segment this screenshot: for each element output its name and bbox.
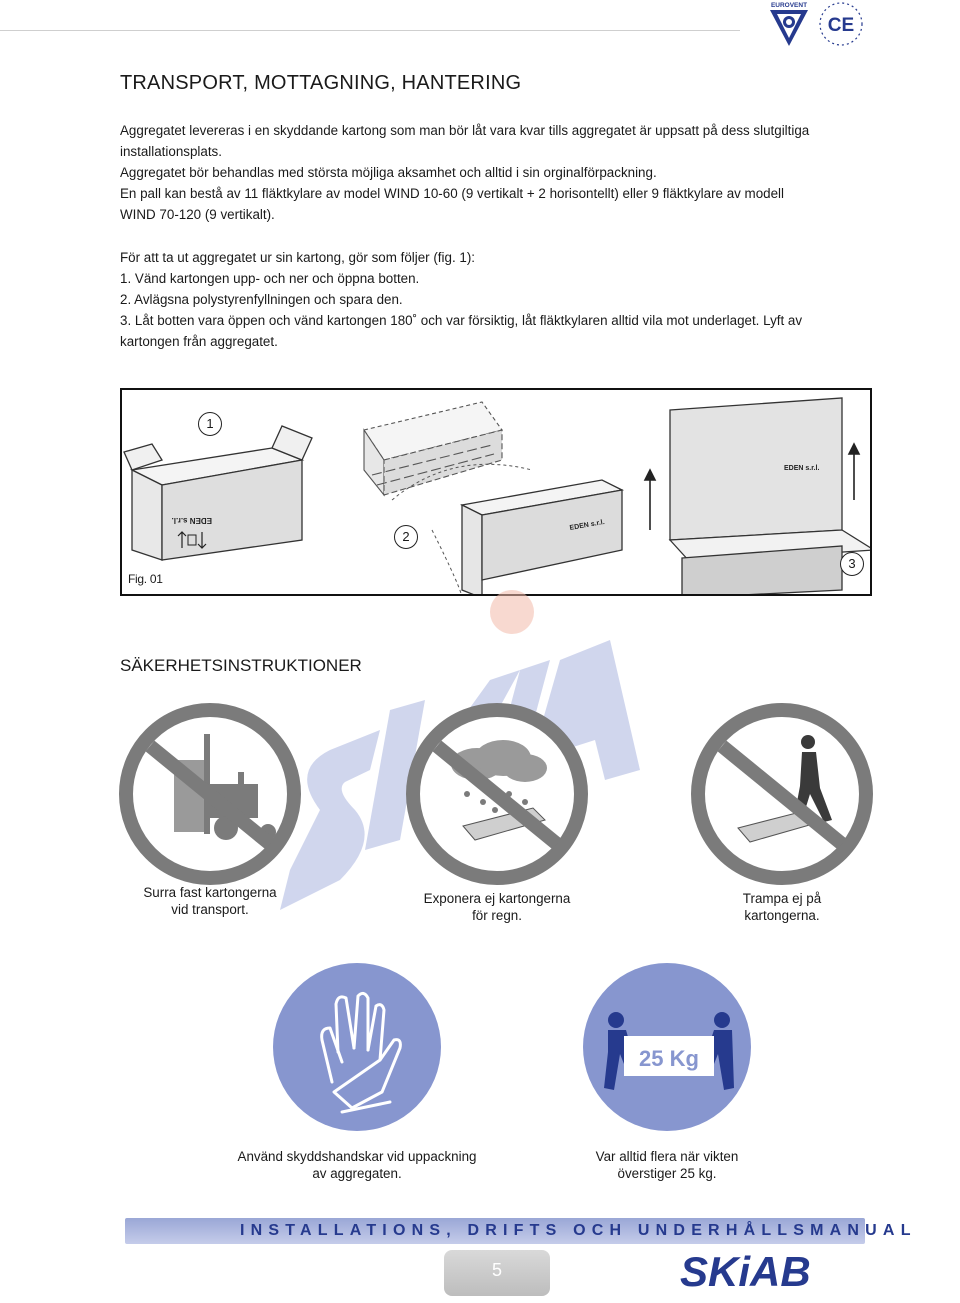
sign-2-caption-line-1: Exponera ej kartongerna	[423, 891, 571, 906]
unpacking-figure	[120, 388, 872, 596]
step-2-circle: 2	[394, 525, 418, 549]
open-box-illustration	[124, 426, 312, 560]
gloves-mandatory-sign-icon	[272, 962, 442, 1132]
sign-4-caption	[212, 1148, 502, 1182]
certification-logos	[765, 0, 875, 52]
step-3-circle: 3	[840, 552, 864, 576]
steps-intro: För att ta ut aggregatet ur sin kartong, gör som följer (fig. 1):	[120, 250, 476, 265]
step-1-circle: 1	[198, 412, 222, 436]
weight-label: 25 Kg	[639, 1046, 699, 1071]
sign-5-caption-line-1: Var alltid flera när vikten	[595, 1149, 739, 1164]
box-3-brand-text: EDEN s.r.l.	[784, 465, 820, 472]
ce-mark-icon	[820, 3, 862, 45]
team-lift-sign-icon	[582, 962, 752, 1132]
sign-2-caption-line-2: för regn.	[472, 908, 522, 923]
pallet-line-1: En pall kan bestå av 11 fläktkylare av model WIND 10-60 (9 vertikalt + 2 horisontellt) eller 9 fläktkylare av modell	[120, 186, 784, 201]
sign-1-caption-line-2: vid transport.	[171, 902, 249, 917]
sign-3-caption	[712, 890, 852, 924]
eurovent-logo-icon	[770, 2, 808, 46]
box-2-brand-text: EDEN s.r.l.	[569, 518, 606, 532]
sign-2-caption	[397, 890, 597, 924]
step-2: 2. Avlägsna polystyrenfyllningen och spara den.	[120, 292, 403, 307]
sign-4-caption-line-2: av aggregaten.	[312, 1166, 402, 1181]
ce-mark-text: CE	[827, 15, 855, 36]
figure-step-1	[198, 412, 222, 436]
step-1: 1. Vänd kartongen upp- och ner och öppna botten.	[120, 271, 420, 286]
header-rule	[0, 30, 740, 31]
eurovent-logo-text: EUROVENT	[770, 2, 808, 9]
sign-1-caption	[118, 884, 302, 918]
step-3-line-2: kartongen från aggregatet.	[120, 334, 278, 349]
transport-heading: TRANSPORT, MOTTAGNING, HANTERING	[120, 72, 522, 94]
no-forklift-sign-icon	[118, 702, 302, 886]
lifted-box-illustration	[462, 480, 622, 596]
safety-heading: SÄKERHETSINSTRUKTIONER	[120, 656, 362, 675]
delivery-line-2: installationsplats.	[120, 144, 222, 159]
manual-title: INSTALLATIONS, DRIFTS OCH UNDERHÅLLSMANUAL	[240, 1222, 917, 1239]
handling-line: Aggregatet bör behandlas med största möjliga aksamhet och alltid i sin orginalförpackning.	[120, 165, 657, 180]
box-1-brand-text: EDEN s.r.l.	[171, 516, 212, 525]
unpacking-steps	[120, 247, 875, 352]
pallet-line-2: WIND 70-120 (9 vertikalt).	[120, 207, 275, 222]
step-3-line-1: 3. Låt botten vara öppen och vänd kartongen 180˚ och var försiktig, låt fläktkylaren alltid vila mot underlaget. Lyft av	[120, 313, 803, 328]
sign-1-caption-line-1: Surra fast kartongerna	[143, 885, 277, 900]
figure-label: Fig. 01	[128, 572, 163, 586]
skiab-brand-logo	[680, 1246, 870, 1301]
delivery-line-1: Aggregatet levereras i en skyddande kartong som man bör låt vara kvar tills aggregatet är uppsatt på dess slutgiltiga	[120, 123, 810, 138]
no-rain-sign-icon	[405, 702, 589, 886]
page-number: 5	[491, 1260, 502, 1280]
motion-path-2	[432, 530, 462, 596]
figure-step-2	[394, 525, 418, 549]
sign-4-caption-line-1: Använd skyddshandskar vid uppackning	[237, 1149, 477, 1164]
sign-3-caption-line-2: kartongerna.	[744, 908, 820, 923]
sign-3-caption-line-1: Trampa ej på	[742, 891, 822, 906]
sign-5-caption-line-2: överstiger 25 kg.	[617, 1166, 717, 1181]
foam-box-illustration	[364, 402, 502, 495]
brand-name: SKiAB	[680, 1248, 811, 1295]
no-stepping-sign-icon	[690, 702, 874, 886]
figure-step-3	[840, 552, 864, 576]
sign-5-caption	[567, 1148, 767, 1182]
delivery-paragraph	[120, 120, 875, 225]
